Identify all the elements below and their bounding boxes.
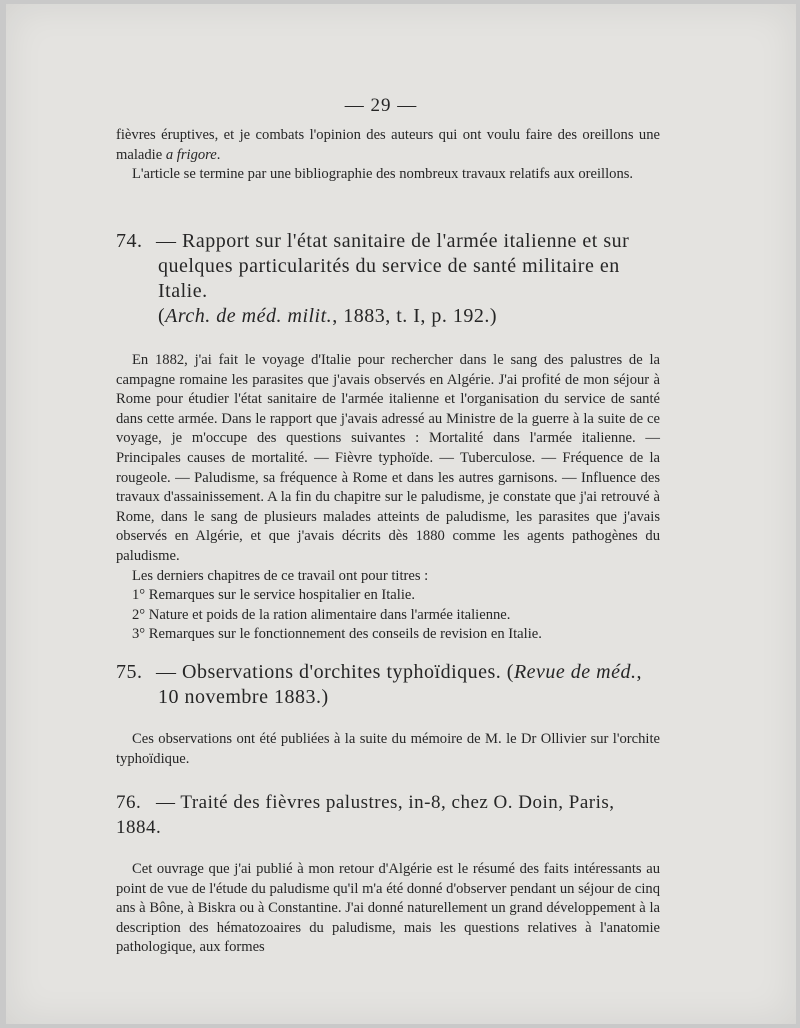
entry-75-body: Ces observations ont été publiées à la suite du mémoire de M. le Dr Ollivier sur l'orchite typhoïdique. bbox=[116, 731, 660, 767]
entry-75-number: 75. bbox=[116, 661, 143, 683]
entry-74-list bbox=[116, 586, 660, 645]
entry-74-title-line2: quelques particularités du service de santé militaire en Italie. bbox=[158, 255, 620, 302]
entry-75-title-line2: 10 novembre 1883.) bbox=[158, 686, 329, 708]
entry-76-body: Cet ouvrage que j'ai publié à mon retour d'Algérie est le résumé des faits intéressants au point de vue de l'étude du paludisme qu'il m'a été donné d'observer pendant un séjour de cinq ans à Bône, à Biskra ou à Constantine. J'ai donné naturellement un grand développement à la description des hématozoaires du paludisme, mais les questions relatives à l'anatomie pathologique, aux formes bbox=[116, 861, 660, 956]
entry-74-source: (Arch. de méd. milit., 1883, t. I, p. 192.) bbox=[158, 305, 498, 327]
intro-section bbox=[116, 126, 660, 185]
list-item: 1° Remarques sur le service hospitalier en Italie. bbox=[132, 587, 416, 604]
page-number: — 29 — bbox=[344, 95, 418, 116]
entry-75-title: 75. — Observations d'orchites typhoïdiques. (Revue de méd., bbox=[116, 661, 642, 683]
entry-76-number: 76. bbox=[116, 792, 142, 813]
entry-76 bbox=[116, 790, 660, 958]
entry-74-title: 74. — Rapport sur l'état sanitaire de l'armée italienne et sur bbox=[116, 230, 630, 252]
intro-paragraph: fièvres éruptives, et je combats l'opinion des auteurs qui ont voulu faire des oreillons une maladie a frigore. bbox=[116, 127, 660, 163]
intro-bibliography-paragraph: L'article se termine par une bibliographie des nombreux travaux relatifs aux oreillons. bbox=[132, 166, 634, 183]
list-item: 3° Remarques sur le fonctionnement des conseils de revision en Italie. bbox=[132, 626, 542, 643]
entry-74-list-intro: Les derniers chapitres de ce travail ont pour titres : bbox=[132, 567, 429, 584]
entry-74-body: En 1882, j'ai fait le voyage d'Italie pour rechercher dans le sang des palustres de la campagne romaine les parasites que j'avais observés en Algérie. J'ai profité de mon séjour à Rome pour étudier l'état sanitaire de l'armée italienne et l'organisation du service de santé dans cette armée. Dans le rapport que j'avais adressé au Ministre de la guerre à la suite de ce voyage, je m'occupe des questions suivantes : Mortalité dans l'armée italienne. — Principales causes de mortalité. — Fièvre typhoïde. — Tuberculose. — Fréquence de la rougeole. — Paludisme, sa fréquence à Rome et dans les autres garnisons. — Influence des travaux d'assainissement. A la fin du chapitre sur le paludisme, je constate que j'ai retrouvé à Rome, dans le sang de plusieurs malades atteints de paludisme, les parasites que j'avais observés en Algérie, et que j'avais décrits dès 1880 comme les agents pathogènes du paludisme. bbox=[116, 352, 660, 564]
list-item: 2° Nature et poids de la ration alimentaire dans l'armée italienne. bbox=[132, 606, 511, 623]
entry-74-number: 74. bbox=[116, 230, 143, 252]
entry-75 bbox=[116, 660, 660, 769]
entry-76-title: 76. — Traité des fièvres palustres, in-8, chez O. Doin, Paris, 1884. bbox=[116, 792, 615, 838]
entry-74 bbox=[116, 229, 660, 645]
